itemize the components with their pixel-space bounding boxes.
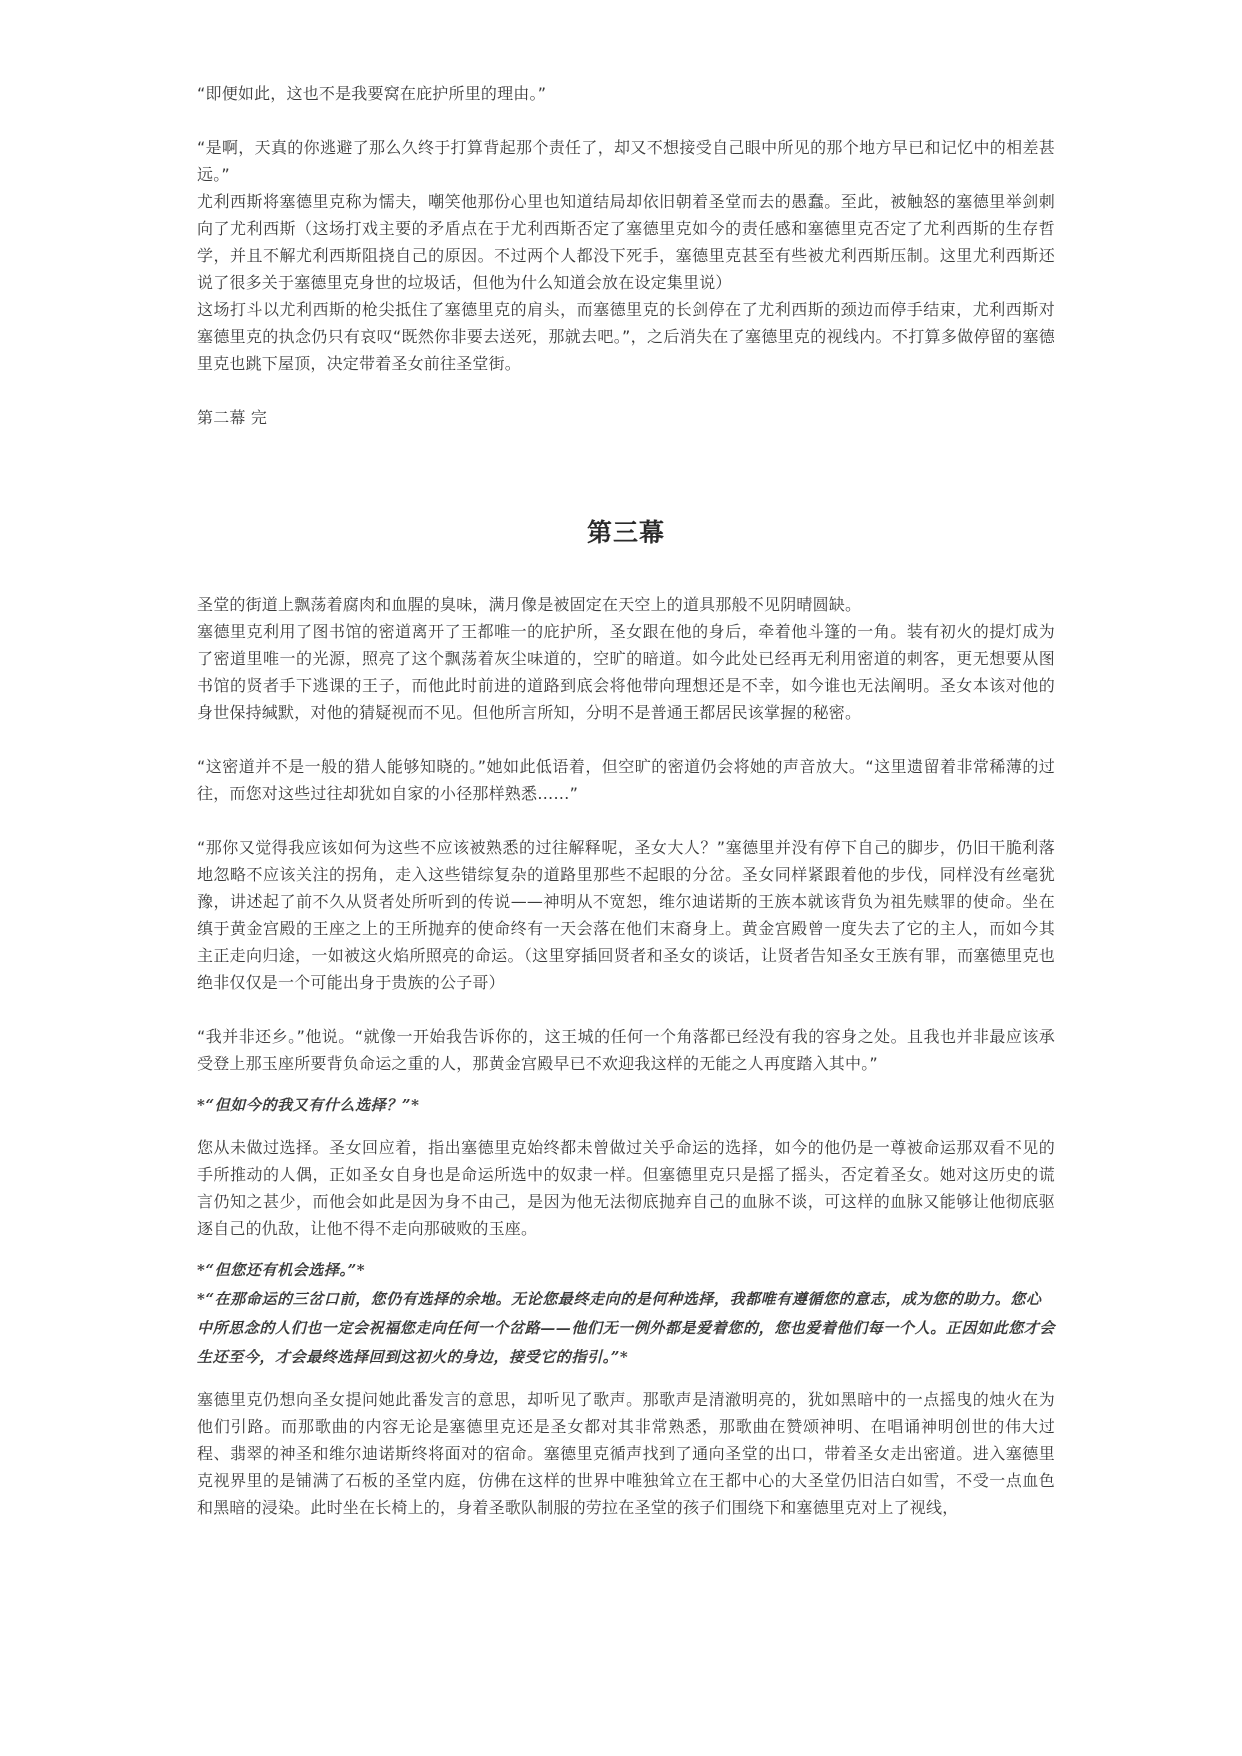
narration-paragraph: 这场打斗以尤利西斯的枪尖抵住了塞德里克的肩头，而塞德里克的长剑停在了尤利西斯的颈边而停手结束，尤利西斯对塞德里克的执念仍只有哀叹“既然你非要去送死，那就去吧。”，之后消失在了塞德里克的视线内。不打算多做停留的塞德里克也跳下屋顶，决定带着圣女前往圣堂街。 (197, 300, 1055, 373)
dialogue-paragraph: “是啊，天真的你逃避了那么久终于打算背起那个责任了，却又不想接受自己眼中所见的那个地方早已和记忆中的相差甚远。” (197, 138, 1055, 184)
dialogue-paragraph: “这密道并不是一般的猎人能够知晓的。”她如此低语着，但空旷的密道仍会将她的声音放大。“这里遗留着非常稀薄的过往，而您对这些过往却犹如自家的小径那样熟悉……” (197, 757, 1055, 803)
narration-paragraph: 圣堂的街道上飘荡着腐肉和血腥的臭味，满月像是被固定在天空上的道具那般不见阴晴圆缺。 (197, 595, 862, 614)
narration-paragraph: 尤利西斯将塞德里克称为懦夫，嘲笑他那份心里也知道结局却依旧朝着圣堂而去的愚蠢。至此，被触怒的塞德里举剑刺向了尤利西斯（这场打戏主要的矛盾点在于尤利西斯否定了塞德里克如今的责任感和塞德里克否定了尤利西斯的生存哲学，并且不解尤利西斯阻挠自己的原因。不过两个人都没下死手，塞德里克甚至有些被尤利西斯压制。这里尤利西斯还说了很多关于塞德里克身世的垃圾话，但他为什么知道会放在设定集里说） (197, 192, 1055, 292)
dialogue-paragraph: “即便如此，这也不是我要窝在庇护所里的理由。” (197, 84, 547, 103)
italic-dialogue-line: *“但您还有机会选择。”* (197, 1261, 366, 1279)
act-end-label: 第二幕 完 (197, 408, 268, 427)
dialogue-paragraph: “我并非还乡。”他说。“就像一开始我告诉你的，这王城的任何一个角落都已经没有我的容身之处。且我也并非最应该承受登上那玉座所要背负命运之重的人，那黄金宫殿早已不欢迎我这样的无能之人再度踏入其中。” (197, 1027, 1055, 1073)
dialogue-paragraph: “那你又觉得我应该如何为这些不应该被熟悉的过往解释呢，圣女大人？”塞德里并没有停下自己的脚步，仍旧干脆利落地忽略不应该关注的拐角，走入这些错综复杂的道路里那些不起眼的分岔。圣女同样紧跟着他的步伐，同样没有丝毫犹豫，讲述起了前不久从贤者处所听到的传说——神明从不宽恕，维尔迪诺斯的王族本就该背负为祖先赎罪的使命。坐在缜于黄金宫殿的王座之上的王所抛弃的使命终有一天会落在他们末裔身上。黄金宫殿曾一度失去了它的主人，而如今其主正走向归途，一如被这火焰所照亮的命运。（这里穿插回贤者和圣女的谈话，让贤者告知圣女王族有罪，而塞德里克也绝非仅仅是一个可能出身于贵族的公子哥） (197, 838, 1055, 992)
narration-paragraph: 塞德里克仍想向圣女提问她此番发言的意思，却听见了歌声。那歌声是清澈明亮的，犹如黑暗中的一点摇曳的烛火在为他们引路。而那歌曲的内容无论是塞德里克还是圣女都对其非常熟悉，那歌曲在赞颂神明、在唱诵神明创世的伟大过程、翡翠的神圣和维尔迪诺斯终将面对的宿命。塞德里克循声找到了通向圣堂的出口，带着圣女走出密道。进入塞德里克视界里的是铺满了石板的圣堂内庭，仿佛在这样的世界中唯独耸立在王都中心的大圣堂仍旧洁白如雪，不受一点血色和黑暗的浸染。此时坐在长椅上的，身着圣歌队制服的劳拉在圣堂的孩子们围绕下和塞德里克对上了视线， (197, 1390, 1055, 1517)
narration-paragraph: 您从未做过选择。圣女回应着，指出塞德里克始终都未曾做过关乎命运的选择，如今的他仍是一尊被命运那双看不见的手所推动的人偶，正如圣女自身也是命运所选中的奴隶一样。但塞德里克只是摇了摇头，否定着圣女。她对这历史的谎言仍知之甚少，而他会如此是因为身不由己，是因为他无法彻底抛弃自己的血脉不谈，可这样的血脉又能够让他彻底驱逐自己的仇敌，让他不得不走向那破败的玉座。 (197, 1138, 1055, 1238)
italic-dialogue-line: *“但如今的我又有什么选择？”* (197, 1096, 420, 1114)
chapter-title: 第三幕 (586, 518, 665, 547)
italic-dialogue-paragraph: *“在那命运的三岔口前，您仍有选择的余地。无论您最终走向的是何种选择，我都唯有遵循您的意志，成为您的助力。您心中所思念的人们也一定会祝福您走向任何一个岔路——他们无一例外都是爱着您的，您也爱着他们每一个人。正因如此您才会生还至今，才会最终选择回到这初火的身边，接受它的指引。”* (197, 1290, 1056, 1366)
document-page (197, 80, 1055, 1521)
narration-paragraph: 塞德里克利用了图书馆的密道离开了王都唯一的庇护所，圣女跟在他的身后，牵着他斗篷的一角。装有初火的提灯成为了密道里唯一的光源，照亮了这个飘荡着灰尘味道的，空旷的暗道。如今此处已经再无利用密道的刺客，更无想要从图书馆的贤者手下逃课的王子，而他此时前进的道路到底会将他带向理想还是不幸，如今谁也无法阐明。圣女本该对他的身世保持缄默，对他的猜疑视而不见。但他所言所知，分明不是普通王都居民该掌握的秘密。 (197, 622, 1055, 722)
